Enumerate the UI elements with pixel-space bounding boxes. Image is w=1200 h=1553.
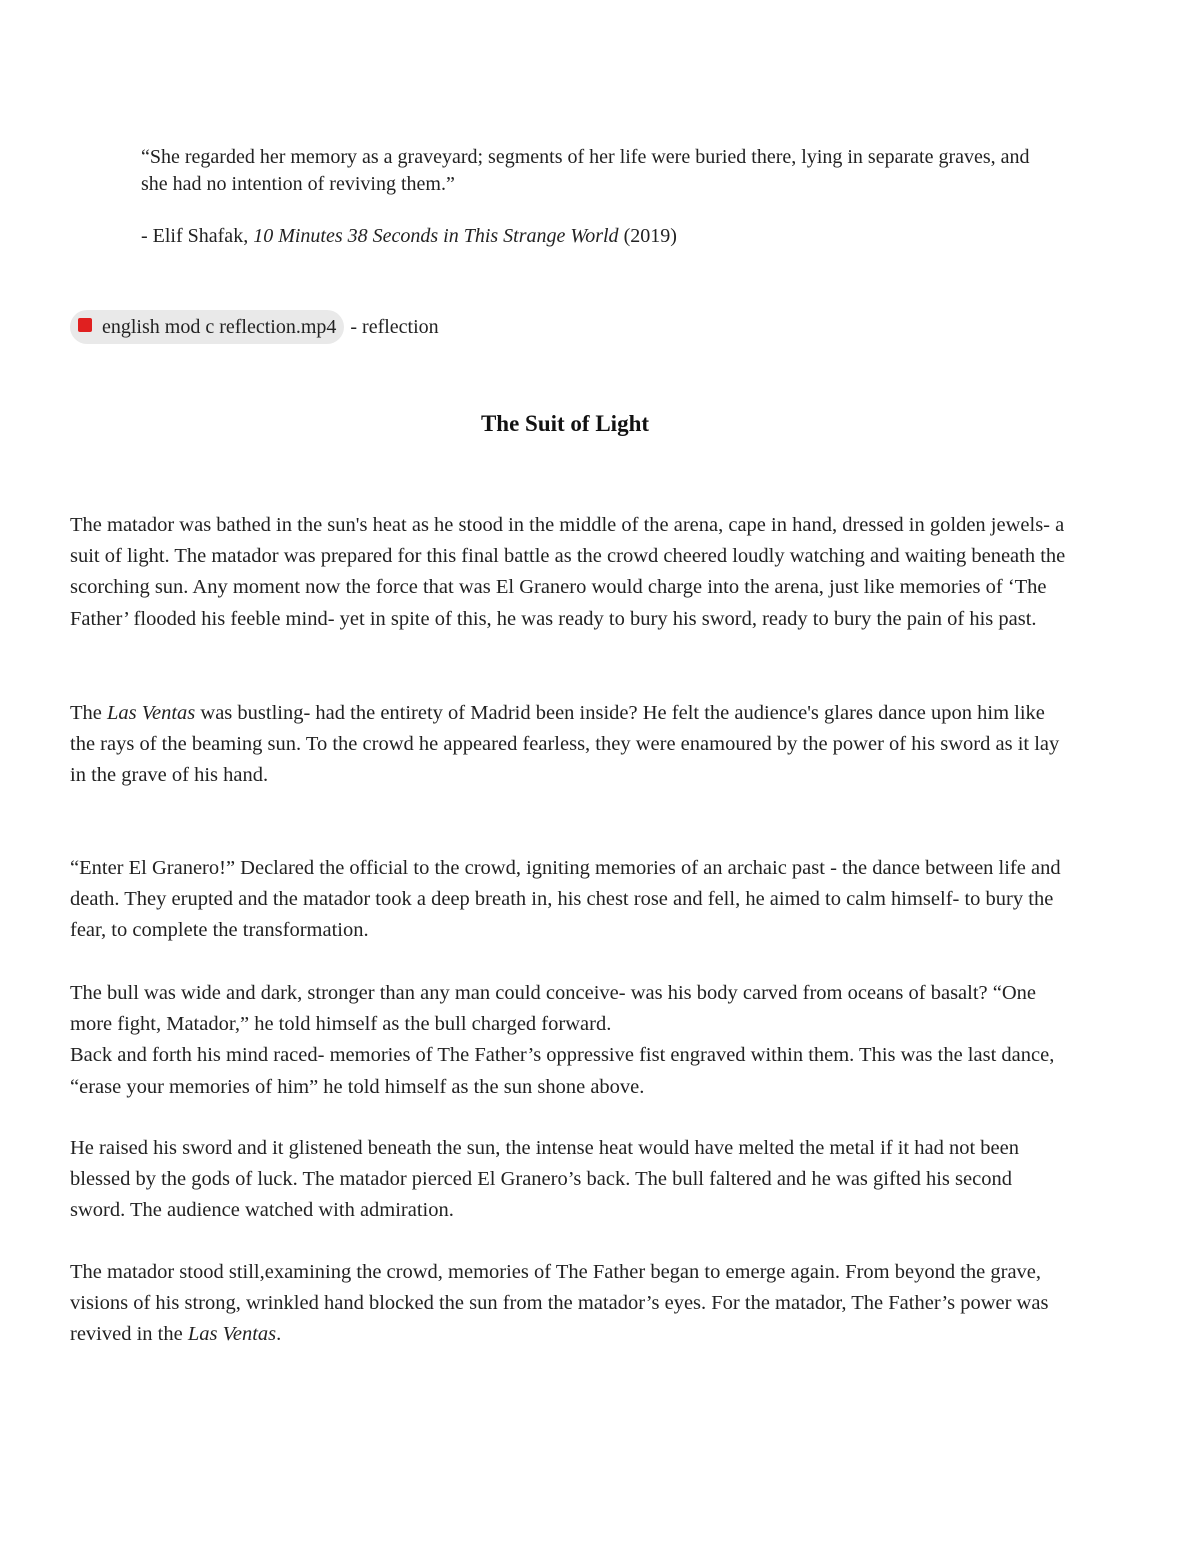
story-paragraph-4 — [70, 978, 1070, 1103]
paragraph-6-text-b: . — [276, 1323, 282, 1346]
video-file-icon — [78, 318, 92, 332]
story-title: The Suit of Light — [480, 411, 650, 436]
story-paragraph-1: The matador was bathed in the sun's heat as he stood in the middle of the arena, cape in hand, dressed in golden jewels- a suit of light. The matador was prepared for this final battle as the crowd cheered loudly watching and waiting beneath the scorching sun. Any moment now the force that was El Granero would charge into the arena, just like memories of ‘The Father’ flooded his feeble mind- yet in spite of this, he was ready to bury his sword, ready to bury the pain of his past. — [70, 514, 1066, 630]
paragraph-4-line-2: Back and forth his mind raced- memories of The Father’s oppressive fist engraved within them. This was the last dance, “erase your memories of him” he told himself as the sun shone above. — [70, 1044, 1055, 1098]
attribution-year: (2019) — [618, 225, 677, 247]
paragraph-6-venue: Las Ventas — [187, 1323, 277, 1346]
attribution-prefix: - Elif Shafak, — [141, 225, 254, 247]
paragraph-4-line-1: The bull was wide and dark, stronger than any man could conceive- was his body carved from oceans of basalt? “One more fight, Matador,” he told himself as the bull charged forward. — [70, 982, 1037, 1036]
epigraph-quote: “She regarded her memory as a graveyard; segments of her life were buried there, lying in separate graves, and she had no intention of reviving them.” — [141, 146, 1030, 195]
story-paragraph-5: He raised his sword and it glistened beneath the sun, the intense heat would have melted the metal if it had not been blessed by the gods of luck. The matador pierced El Granero’s back. The bull faltered and he was gifted his second sword. The audience watched with admiration. — [70, 1137, 1019, 1222]
attachment-suffix: - reflection — [350, 315, 439, 338]
attribution-book-title: 10 Minutes 38 Seconds in This Strange World — [253, 225, 619, 247]
epigraph-attribution — [141, 223, 1041, 250]
paragraph-6-text-a: The matador stood still,examining the crowd, memories of The Father began to emerge again. From beyond the grave, visions of his strong, wrinkled hand blocked the sun from the matador’s eyes. For the matador, The Father’s power was revived in the — [70, 1261, 1049, 1346]
paragraph-2-venue: Las Ventas — [107, 702, 196, 724]
story-paragraph-3: “Enter El Granero!” Declared the official to the crowd, igniting memories of an archaic past - the dance between life and death. They erupted and the matador took a deep breath in, his chest rose and fell, he aimed to calm himself- to bury the fear, to complete the transformation. — [70, 857, 1061, 942]
attachment-filename: english mod c reflection.mp4 — [102, 315, 337, 338]
attachment-row — [70, 310, 439, 344]
paragraph-2-text-a: The — [70, 702, 107, 724]
story-paragraph-6 — [70, 1257, 1070, 1351]
video-attachment-chip[interactable] — [70, 310, 344, 344]
story-paragraph-2 — [70, 698, 1070, 792]
paragraph-2-text-b: was bustling- had the entirety of Madrid been inside? He felt the audience's glares dance upon him like the rays of the beaming sun. To the crowd he appeared fearless, they were enamoured by the power of his sword as it lay in the grave of his hand. — [70, 702, 1060, 787]
